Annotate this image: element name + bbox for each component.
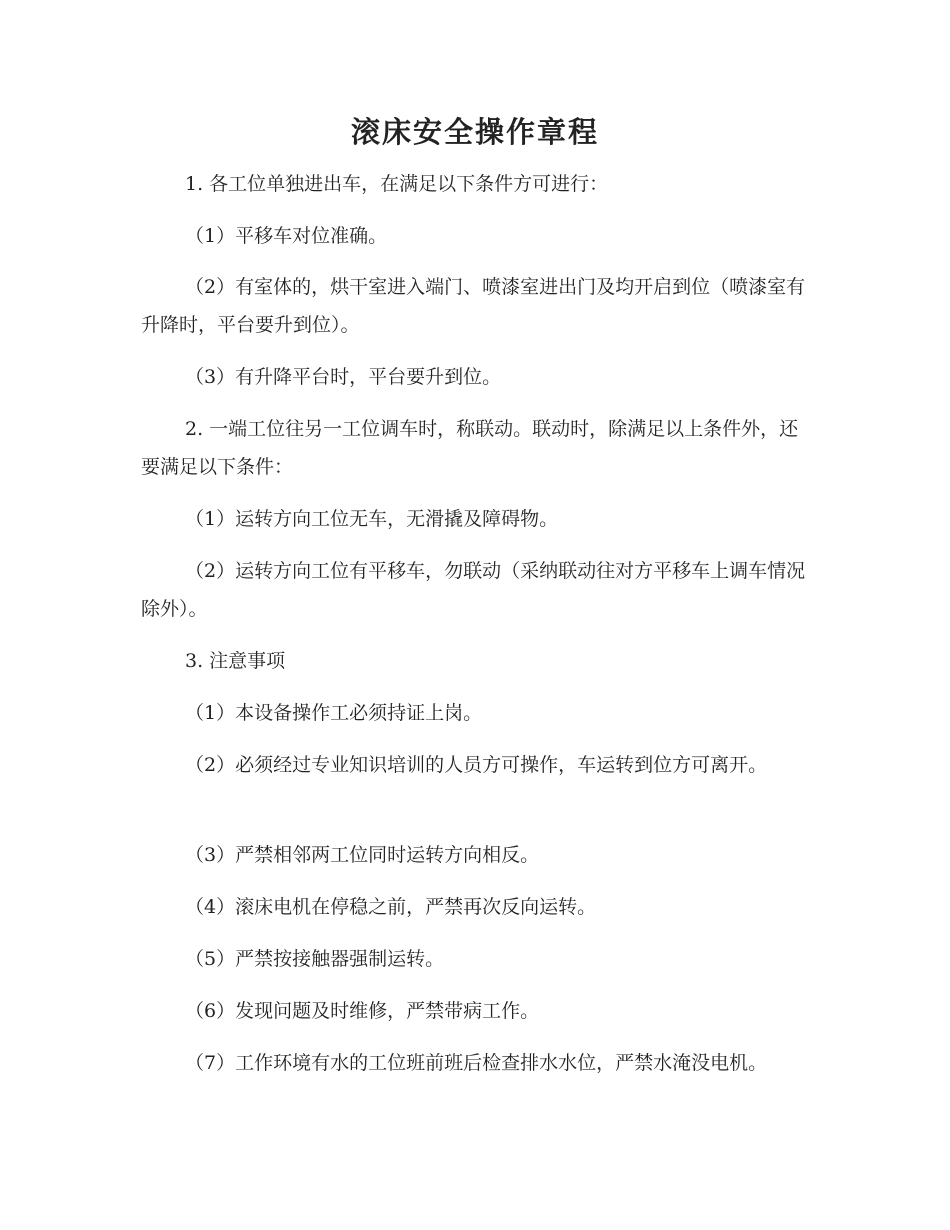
paragraph-3-7: （7）工作环境有水的工位班前班后检查排水水位，严禁水淹没电机。 xyxy=(185,1052,768,1074)
paragraph-3: 3. 注意事项 xyxy=(185,650,286,672)
paragraph-1-2: （2）有室体的，烘干室进入端门、喷漆室进出门及均开启到位（喷漆室有升降时，平台要升到位）。 xyxy=(141,276,806,336)
paragraph-3-4: （4）滚床电机在停稳之前，严禁再次反向运转。 xyxy=(185,896,597,918)
document-title: 滚床安全操作章程 xyxy=(350,115,599,149)
paragraph-2-1: （1）运转方向工位无车，无滑撬及障碍物。 xyxy=(185,508,559,530)
paragraph-3-5: （5）严禁按接触器强制运转。 xyxy=(185,948,445,970)
paragraph-1-3: （3）有升降平台时，平台要升到位。 xyxy=(185,366,502,388)
paragraph-3-3: （3）严禁相邻两工位同时运转方向相反。 xyxy=(185,844,540,866)
paragraph-2-2: （2）运转方向工位有平移车，勿联动（采纳联动往对方平移车上调车情况除外）。 xyxy=(141,560,806,620)
paragraph-3-6: （6）发现问题及时维修，严禁带病工作。 xyxy=(185,1000,540,1022)
paragraph-1-1: （1）平移车对位准确。 xyxy=(185,225,388,247)
paragraph-1: 1. 各工位单独进出车，在满足以下条件方可进行： xyxy=(185,173,609,195)
paragraph-3-2: （2）必须经过专业知识培训的人员方可操作，车运转到位方可离开。 xyxy=(185,754,768,776)
paragraph-3-1: （1）本设备操作工必须持证上岗。 xyxy=(185,702,483,724)
paragraph-2: 2. 一端工位往另一工位调车时，称联动。联动时，除满足以上条件外，还要满足以下条件： xyxy=(141,418,799,478)
